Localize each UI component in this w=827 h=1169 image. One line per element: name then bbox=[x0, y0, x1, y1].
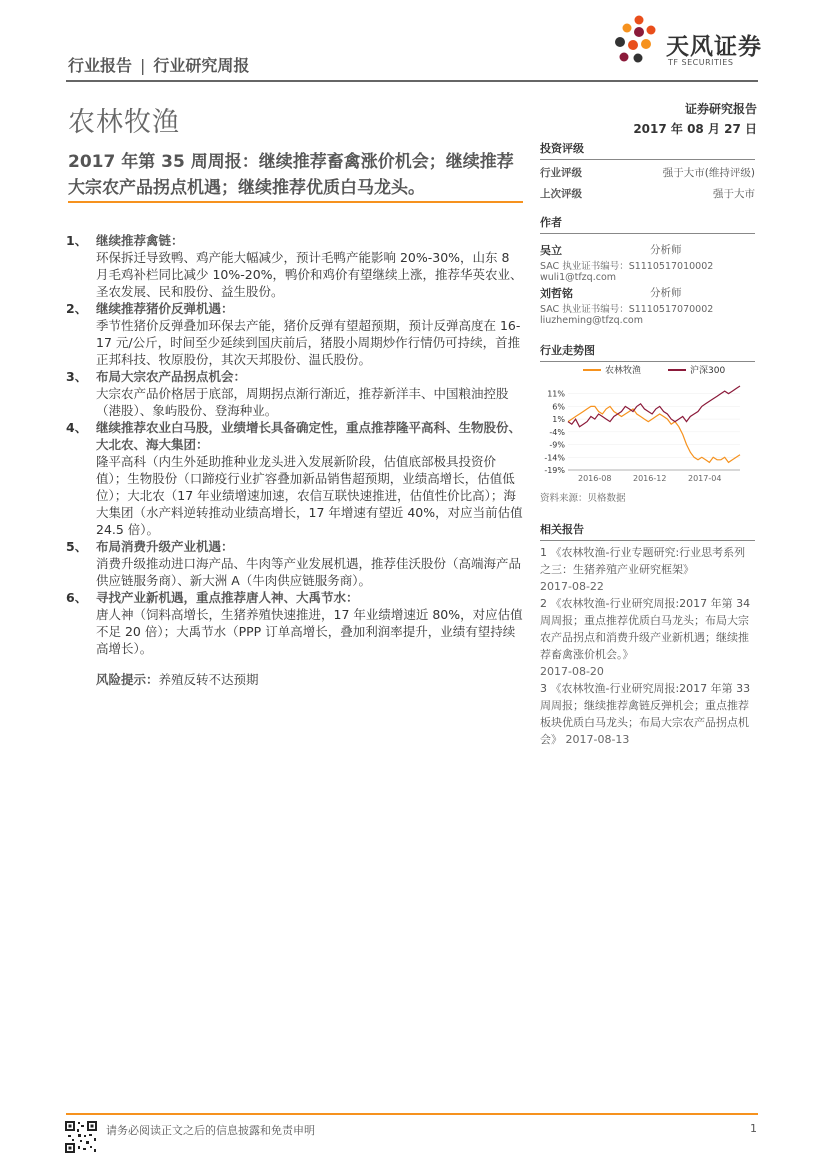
item-heading: 寻找产业新机遇，重点推荐唐人神、大禹节水： bbox=[96, 590, 359, 605]
item-number: 5、 bbox=[66, 539, 88, 554]
trend-heading: 行业走势图 bbox=[540, 344, 595, 357]
y-tick-label: -14% bbox=[544, 453, 565, 463]
logo-subtext: TF SECURITIES bbox=[668, 58, 734, 67]
legend-label: 农林牧渔 bbox=[605, 366, 642, 376]
list-item bbox=[66, 589, 524, 657]
item-heading: 布局消费升级产业机遇： bbox=[96, 539, 234, 554]
y-tick-label: -9% bbox=[549, 440, 565, 450]
risk-note bbox=[66, 671, 524, 688]
risk-label: 风险提示： bbox=[96, 672, 159, 687]
author-card bbox=[540, 242, 755, 283]
related-item[interactable] bbox=[540, 544, 755, 595]
legend-label: 沪深300 bbox=[690, 366, 726, 376]
sector-title: 农林牧渔 bbox=[68, 107, 180, 138]
report-date: 2017 年 08 月 27 日 bbox=[633, 122, 757, 136]
logo-text: 天风证券 bbox=[666, 34, 762, 60]
last-rating-row bbox=[540, 186, 755, 201]
y-tick-label: 1% bbox=[552, 415, 565, 425]
item-number: 2、 bbox=[66, 301, 88, 316]
author-name: 刘哲铭 bbox=[540, 287, 573, 300]
y-tick-label: -4% bbox=[549, 427, 565, 437]
list-item bbox=[66, 232, 524, 300]
category-secondary: 行业研究周报 bbox=[153, 56, 250, 75]
author-email[interactable]: liuzheming@tfzq.com bbox=[540, 315, 643, 326]
category-primary: 行业报告 bbox=[68, 56, 133, 75]
author-sac: SAC 执业证书编号：S1110517010002 bbox=[540, 261, 714, 272]
item-text: 环保拆迁导致鸭、鸡产能大幅减少，预计毛鸭产能影响 20%-30%，山东 8 月毛鸡补栏同比减少 10%-20%，鸭价和鸡价有望继续上涨，推荐华英农业、圣农发展、民和股份、益生股份。 bbox=[96, 250, 523, 299]
page-number: 1 bbox=[750, 1122, 757, 1135]
trend-chart bbox=[538, 358, 748, 488]
x-tick-label: 2016-08 bbox=[578, 474, 612, 483]
y-tick-label: 6% bbox=[552, 402, 565, 412]
last-rating-label: 上次评级 bbox=[540, 188, 582, 200]
author-card bbox=[540, 285, 755, 326]
rating-heading: 投资评级 bbox=[540, 142, 584, 155]
chart-source: 资料来源：贝格数据 bbox=[540, 493, 626, 504]
related-list bbox=[540, 544, 755, 748]
industry-rating-value: 强于大市(维持评级) bbox=[662, 167, 755, 179]
related-item-text: 1 《农林牧渔-行业专题研究:行业思考系列之三：生猪养殖产业研究框架》 bbox=[540, 546, 746, 576]
last-rating-value: 强于大市 bbox=[713, 188, 755, 200]
list-item bbox=[66, 419, 524, 538]
category-separator: | bbox=[140, 56, 146, 75]
author-title: 分析师 bbox=[650, 244, 682, 256]
risk-text: 养殖反转不达预期 bbox=[158, 672, 259, 687]
related-item[interactable] bbox=[540, 595, 755, 680]
footer-disclaimer: 请务必阅读正文之后的信息披露和免责申明 bbox=[106, 1124, 315, 1137]
y-tick-label: 11% bbox=[547, 389, 565, 399]
related-item-date: 2017-08-20 bbox=[540, 665, 604, 678]
header-divider bbox=[66, 80, 758, 82]
related-item-text: 3 《农林牧渔-行业研究周报:2017 年第 33 周周报；继续推荐禽链反弹机会；重点推荐板块优质白马龙头；布局大宗农产品拐点机会》 bbox=[540, 682, 751, 746]
rating-section bbox=[540, 140, 755, 201]
industry-rating-row bbox=[540, 165, 755, 180]
series-line bbox=[568, 406, 740, 462]
x-tick-label: 2016-12 bbox=[633, 474, 667, 483]
item-heading: 继续推荐猪价反弹机遇： bbox=[96, 301, 234, 316]
author-email[interactable]: wuli1@tfzq.com bbox=[540, 272, 617, 283]
item-number: 1、 bbox=[66, 233, 88, 248]
related-section bbox=[540, 521, 755, 748]
item-text: 大宗农产品价格居于底部，周期拐点渐行渐近，推荐新洋丰、中国粮油控股（港股）、象屿股份、登海种业。 bbox=[96, 386, 509, 418]
item-text: 季节性猪价反弹叠加环保去产能，猪价反弹有望超预期，预计反弹高度在 16-17 元/公斤，时间至少延续到国庆前后，猪股小周期炒作行情仍可持续，首推正邦科技、牧原股份，其次天邦股份、温氏股份。 bbox=[96, 318, 521, 367]
item-number: 4、 bbox=[66, 420, 88, 435]
item-heading: 继续推荐农业白马股，业绩增长具备确定性，重点推荐隆平高科、生物股份、大北农、海大集团： bbox=[96, 420, 522, 452]
related-heading: 相关报告 bbox=[540, 523, 584, 536]
item-text: 唐人神（饲料高增长，生猪养殖快速推进，17 年业绩增速近 80%，对应估值不足 20 倍）；大禹节水（PPP 订单高增长，叠加利润率提升，业绩有望持续高增长）。 bbox=[96, 607, 523, 656]
author-name: 吴立 bbox=[540, 244, 562, 257]
item-number: 6、 bbox=[66, 590, 88, 605]
item-heading: 布局大宗农产品拐点机会： bbox=[96, 369, 247, 384]
y-tick-label: -19% bbox=[544, 466, 565, 475]
x-tick-label: 2017-04 bbox=[688, 474, 722, 483]
related-divider bbox=[540, 540, 755, 541]
industry-rating-label: 行业评级 bbox=[540, 167, 582, 179]
list-item bbox=[66, 300, 524, 368]
item-heading: 继续推荐禽链： bbox=[96, 233, 184, 248]
item-text: 隆平高科（内生外延助推种业龙头进入发展新阶段，估值底部极具投资价值）；生物股份（口蹄疫行业扩容叠加新品销售超预期，业绩高增长，估值低位）；大北农（17 年业绩增速加速，农信互联快速推进，估值性价比高）；海大集团（水产料逆转推动业绩高增长，17 年增速有望近 40%，对应当前估值 24.5 倍）。 bbox=[96, 454, 523, 537]
qr-code-icon bbox=[64, 1120, 98, 1154]
report-type: 证券研究报告 bbox=[684, 102, 757, 116]
related-item-date: 2017-08-22 bbox=[540, 580, 604, 593]
title-divider bbox=[68, 201, 523, 203]
item-text: 消费升级推动进口海产品、牛肉等产业发展机遇，推荐佳沃股份（高端海产品供应链服务商）、新大洲 A（牛肉供应链服务商）。 bbox=[96, 556, 522, 588]
list-item bbox=[66, 368, 524, 419]
author-title: 分析师 bbox=[650, 287, 682, 299]
related-item-text: 2 《农林牧渔-行业研究周报:2017 年第 34 周周报；重点推荐优质白马龙头；布局大宗农产品拐点和消费升级产业新机遇；继续推荐畜禽涨价机会。》 bbox=[540, 597, 751, 661]
authors-heading: 作者 bbox=[540, 216, 562, 229]
related-item[interactable] bbox=[540, 680, 755, 748]
report-body bbox=[66, 232, 524, 688]
authors-section bbox=[540, 214, 755, 326]
item-number: 3、 bbox=[66, 369, 88, 384]
authors-divider bbox=[540, 233, 755, 234]
breadcrumb bbox=[68, 53, 249, 76]
footer-divider bbox=[66, 1113, 758, 1115]
logo-icon bbox=[612, 14, 660, 66]
related-item-date: 2017-08-13 bbox=[565, 733, 630, 746]
rating-divider bbox=[540, 159, 755, 160]
list-item bbox=[66, 538, 524, 589]
author-sac: SAC 执业证书编号：S1110517070002 bbox=[540, 304, 714, 315]
report-title: 2017 年第 35 周周报：继续推荐畜禽涨价机会；继续推荐大宗农产品拐点机遇；继续推荐优质白马龙头。 bbox=[68, 152, 514, 198]
